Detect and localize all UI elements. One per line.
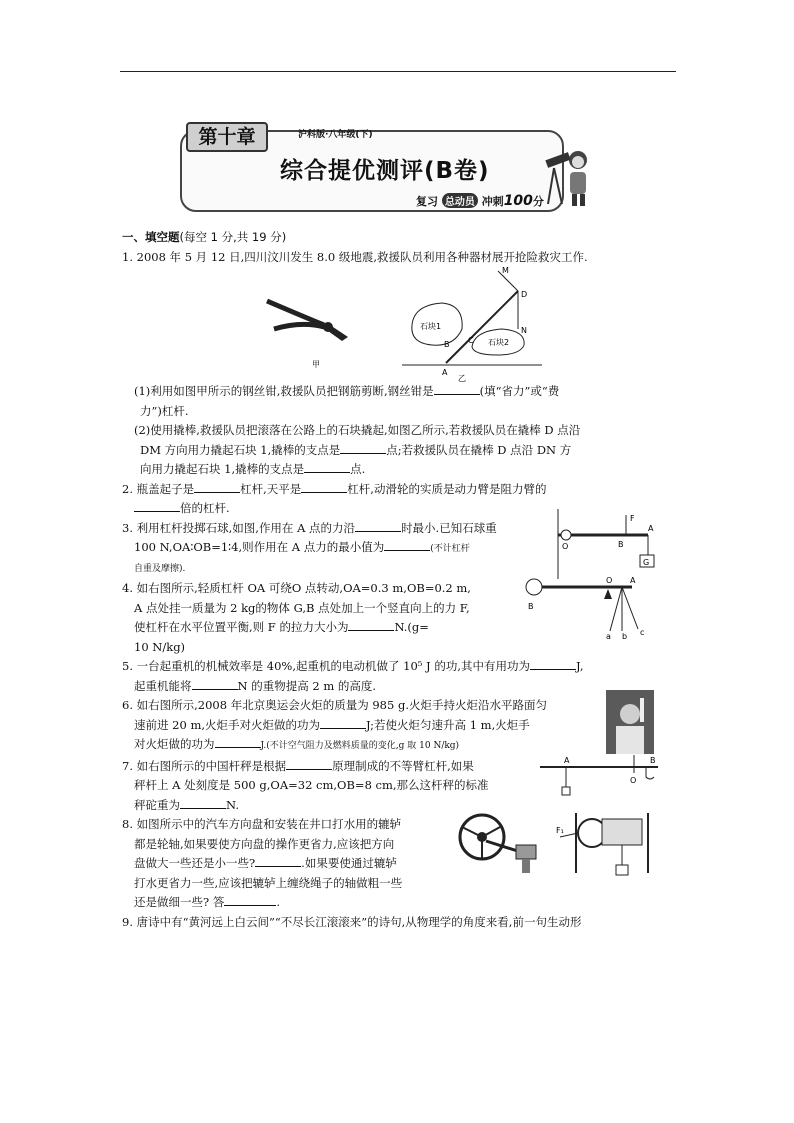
- svg-text:b: b: [622, 632, 628, 641]
- answer-blank[interactable]: [192, 677, 238, 690]
- svg-text:C: C: [468, 336, 474, 345]
- question-1-part1: (1)利用如图甲所示的钢丝钳,救援队员把钢筋剪断,钢丝钳是 (填“省力”或“费: [134, 384, 560, 398]
- question-1-part2-line2: DM 方向用力撬起石块 1,撬棒的支点是 点;若救援队员在撬棒 D 点沿 DN 方: [140, 442, 572, 457]
- answer-blank[interactable]: [348, 618, 394, 631]
- svg-text:A: A: [630, 576, 636, 585]
- question-3: 3. 利用杠杆投掷石球,如图,作用在 A 点的力沿 时最小.已知石球重 100 N,OA∶OB=1∶4,则作用在 A 点力的最小值为 (不计杠杆 自重及摩擦). G F A B O: [122, 519, 662, 580]
- svg-text:F₁: F₁: [556, 826, 564, 835]
- figure-label-a: 甲: [312, 360, 320, 369]
- question-5-cont: 起重机能将 N 的重物提高 2 m 的高度.: [134, 678, 377, 693]
- section-heading: 一、填空题(每空 1 分,共 19 分): [122, 230, 287, 244]
- slogan: 复习 总动员 冲刺100分: [416, 193, 544, 209]
- svg-text:N: N: [521, 326, 527, 335]
- lever-catapult-figure: [552, 509, 662, 579]
- question-1-intro: 1. 2008 年 5 月 12 日,四川汶川发生 8.0 级地震,救援队员利用各种器材展开抢险救灾工作.: [122, 249, 588, 264]
- answer-blank[interactable]: [255, 854, 301, 867]
- svg-text:D: D: [521, 290, 528, 299]
- answer-blank[interactable]: [180, 796, 226, 809]
- answer-blank[interactable]: [301, 480, 347, 493]
- answer-blank[interactable]: [286, 757, 332, 770]
- answer-blank[interactable]: [530, 657, 576, 670]
- answer-blank[interactable]: [304, 460, 350, 473]
- answer-blank[interactable]: [355, 519, 401, 532]
- answer-blank[interactable]: [215, 735, 261, 748]
- svg-text:B: B: [528, 602, 534, 611]
- question-6: 6. 如右图所示,2008 年北京奥运会火炬的质量为 985 g.火炬手持火炬沿水平路面匀 速前进 20 m,火炬手对火炬做的功为 J;若使火炬匀速升高 1 m,火炬手 对火炬做的功为 J.(不计空气阻力及燃料质量的变化,g 取 10 N/kg): [122, 696, 662, 757]
- question-5: 5. 一台起重机的机械效率是 40%,起重机的电动机做了 10⁵ J 的功,其中有用功为 J,: [122, 659, 584, 673]
- answer-blank[interactable]: [384, 538, 430, 551]
- crowbar-figure: [402, 267, 552, 382]
- svg-text:a: a: [606, 632, 611, 641]
- svg-text:B: B: [618, 539, 624, 549]
- answer-blank[interactable]: [434, 382, 480, 395]
- top-rule: [120, 71, 676, 72]
- steelyard-figure: [536, 751, 666, 803]
- svg-text:B: B: [650, 755, 656, 765]
- chapter-tag: 第十章: [186, 122, 268, 152]
- torchbearer-photo: [606, 690, 654, 754]
- svg-text:M: M: [502, 267, 509, 275]
- question-8: 8. 如图所示中的汽车方向盘和安装在井口打水用的辘轳 都是轮轴,如果要使方向盘的操作更省力,应该把方向 盘做大一些还是小一些? .如果要使通过辘轳 打水更省力一些,应该把辘轳上缠绕绳子的轴做粗一些 还是做细一些? 答 . F₁: [122, 815, 662, 913]
- answer-blank[interactable]: [194, 480, 240, 493]
- stone-1-label: 石块1: [420, 322, 442, 331]
- svg-text:B: B: [444, 340, 450, 349]
- answer-blank[interactable]: [340, 441, 386, 454]
- question-7: 7. 如右图所示的中国杆秤是根据 原理制成的不等臂杠杆,如果 秤杆上 A 处刻度是 500 g,OA=32 cm,OB=8 cm,那么这杆秤的标准 秤砣重为 N. A O B: [122, 757, 662, 816]
- question-2: 2. 瓶盖起子是 杠杆,天平是 杠杆,动滑轮的实质是动力臂是阻力臂的: [122, 481, 547, 496]
- question-4: 4. 如右图所示,轻质杠杆 OA 可绕O 点转动,OA=0.3 m,OB=0.2 m, A 点处挂一质量为 2 kg的物体 G,B 点处加上一个竖直向上的力 F, 使杠杆在水平位置平衡,则 F 的拉力大小为 N.(g= 10 N/kg) O A B a b c: [122, 579, 662, 657]
- question-list: [122, 228, 662, 932]
- svg-text:G: G: [643, 557, 650, 567]
- answer-blank[interactable]: [134, 499, 180, 512]
- svg-text:O: O: [562, 541, 569, 551]
- question-1-part2-line3: 向用力撬起石块 1,撬棒的支点是 点.: [140, 462, 366, 476]
- figure-label-b: 乙: [458, 374, 466, 382]
- chapter-banner: [170, 122, 590, 212]
- stone-2-label: 石块2: [488, 338, 510, 347]
- question-2-cont: 倍的杠杆.: [122, 499, 662, 519]
- answer-blank[interactable]: [320, 716, 366, 729]
- lever-balance-figure: [522, 575, 662, 641]
- svg-text:O: O: [630, 775, 637, 785]
- page-title: 综合提优测评(B卷): [280, 158, 490, 184]
- answer-blank[interactable]: [224, 893, 276, 906]
- svg-text:A: A: [442, 368, 448, 377]
- svg-text:F: F: [630, 513, 635, 523]
- question-9: 9. 唐诗中有“黄河远上白云间”“不尽长江滚滚来”的诗句,从物理学的角度来看,前一句生动形: [122, 914, 582, 929]
- question-1-figures: [122, 267, 662, 382]
- slogan-badge: 总动员: [442, 193, 478, 208]
- edition-label: 沪科版·八年级(下): [298, 130, 373, 140]
- question-1-part1-cont: 力”)杠杆.: [140, 403, 189, 418]
- mascot-telescope-illustration: [540, 142, 600, 212]
- svg-text:c: c: [640, 628, 645, 637]
- svg-text:A: A: [564, 755, 570, 765]
- pliers-figure: [262, 281, 372, 371]
- question-1-part2: (2)使用撬棒,救援队员把滚落在公路上的石块撬起,如图乙所示,若救援队员在撬棒 D 点沿: [134, 423, 581, 437]
- svg-text:O: O: [606, 576, 613, 585]
- wheel-axle-figures: [452, 807, 662, 881]
- svg-text:A: A: [648, 523, 654, 533]
